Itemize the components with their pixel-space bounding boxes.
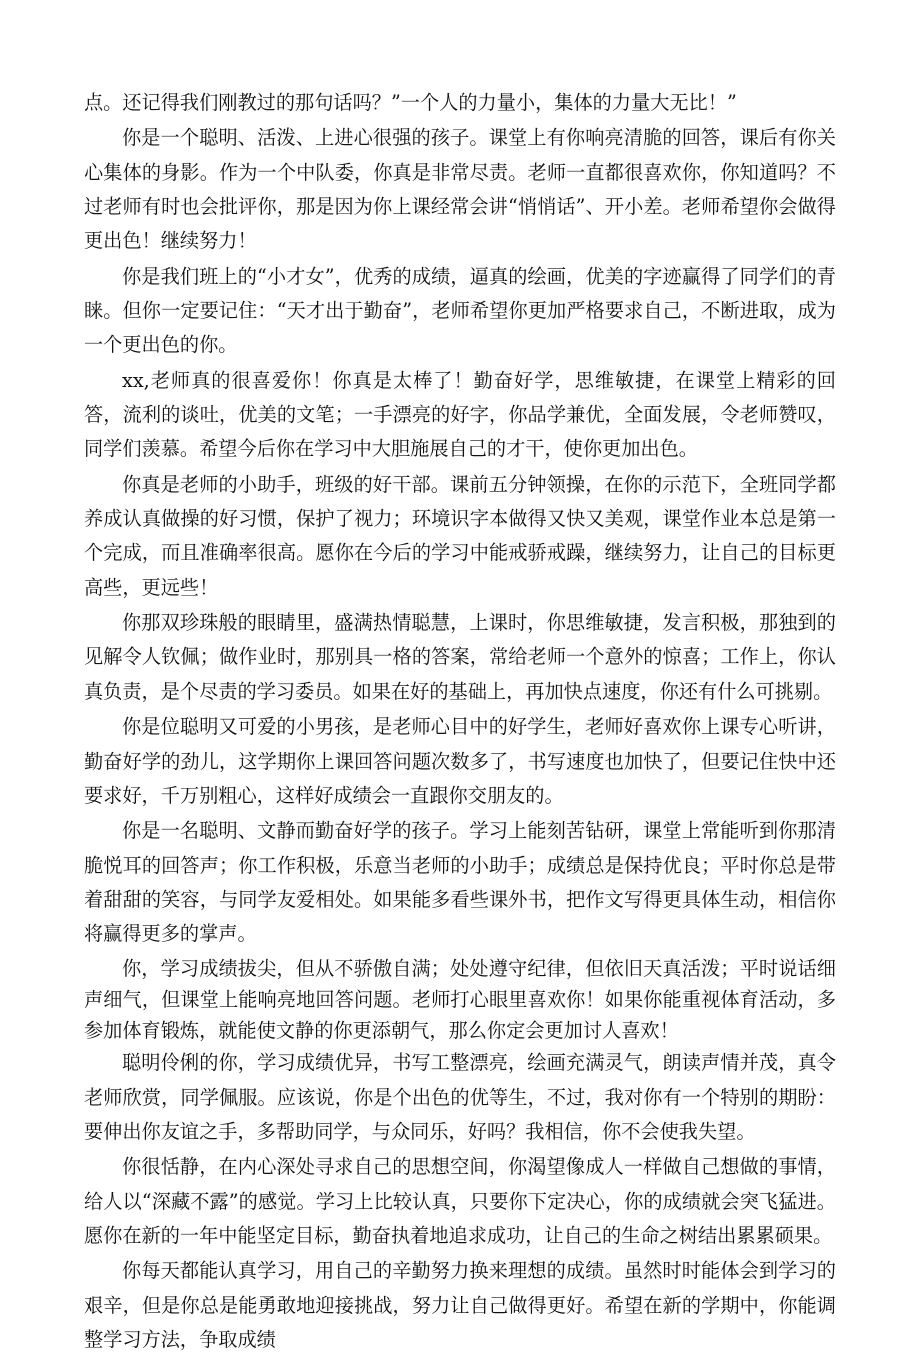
comment-paragraph: 你，学习成绩拔尖，但从不骄傲自满；处处遵守纪律，但依旧天真活泼；平时说话细声细气，但课堂上能响亮地回答问题。老师打心眼里喜欢你！如果你能重视体育活动，多参加体育锻炼，就能使文静的你更添朝气，那么你定会更加讨人喜欢！ bbox=[84, 956, 836, 1042]
comment-paragraph: 你那双珍珠般的眼睛里，盛满热情聪慧，上课时，你思维敏捷，发言积极，那独到的见解令人钦佩；做作业时，那别具一格的答案，常给老师一个意外的惊喜；工作上，你认真负责，是个尽责的学习委员。如果在好的基础上，再加快点速度，你还有什么可挑剔。 bbox=[84, 611, 836, 703]
comment-paragraph: 你是一个聪明、活泼、上进心很强的孩子。课堂上有你响亮清脆的回答，课后有你关心集体的身影。作为一个中队委，你真是非常尽责。老师一直都很喜欢你，你知道吗？不过老师有时也会批评你，那是因为你上课经常会讲“悄悄话”、开小差。老师希望你会做得更出色！继续努力！ bbox=[84, 126, 836, 253]
comment-paragraph: 你每天都能认真学习，用自己的辛勤努力换来理想的成绩。虽然时时能体会到学习的艰辛，但是你总是能勇敢地迎接挑战，努力让自己做得更好。希望在新的学期中，你能调整学习方法，争取成绩 bbox=[84, 1259, 836, 1352]
comment-paragraph: 你是位聪明又可爱的小男孩，是老师心目中的好学生，老师好喜欢你上课专心听讲，勤奋好学的劲儿，这学期你上课回答问题次数多了，书写速度也加快了，但要记住快中还要求好，千万别粗心，这样好成绩会一直跟你交朋友的。 bbox=[84, 715, 836, 807]
paragraph-continuation: 点。还记得我们刚教过的那句话吗？”一个人的力量小，集体的力量大无比！” bbox=[84, 91, 737, 114]
comment-paragraph: 你真是老师的小助手，班级的好干部。课前五分钟领操，在你的示范下，全班同学都养成认真做操的好习惯，保护了视力；环境识字本做得又快又美观，课堂作业本总是第一个完成，而且准确率很高。愿你在今后的学习中能戒骄戒躁，继续努力，让自己的目标更高些，更远些！ bbox=[84, 472, 836, 599]
comment-paragraph: 你很恬静，在内心深处寻求自己的思想空间，你渴望像成人一样做自己想做的事情，给人以“深藏不露”的感觉。学习上比较认真，只要你下定决心，你的成绩就会突飞猛进。愿你在新的一年中能坚定目标，勤奋执着地追求成功，让自己的生命之树结出累累硕果。 bbox=[84, 1155, 836, 1248]
comment-paragraph: 你是我们班上的“小才女”，优秀的成绩，逼真的绘画，优美的字迹赢得了同学们的青睐。但你一定要记住：“天才出于勤奋”，老师希望你更加严格要求自己，不断进取，成为一个更出色的你。 bbox=[84, 264, 836, 357]
comment-paragraph: 你是一名聪明、文静而勤奋好学的孩子。学习上能刻苦钻研，课堂上常能听到你那清脆悦耳的回答声；你工作积极，乐意当老师的小助手；成绩总是保持优良；平时你总是带着甜甜的笑容，与同学友爱相处。如果能多看些课外书，把作文写得更具体生动，相信你将赢得更多的掌声。 bbox=[84, 819, 836, 946]
comment-paragraph: 聪明伶俐的你，学习成绩优异，书写工整漂亮，绘画充满灵气，朗读声情并茂，真令老师欣赏，同学佩服。应该说，你是个出色的优等生，不过，我对你有一个特别的期盼：要伸出你友谊之手，多帮助同学，与众同乐，好吗？我相信，你不会使我失望。 bbox=[84, 1051, 836, 1144]
document-body bbox=[84, 86, 836, 1358]
comment-paragraph: xx,老师真的很喜爱你！你真是太棒了！勤奋好学，思维敏捷，在课堂上精彩的回答，流利的谈吐，优美的文笔；一手漂亮的好字，你品学兼优，全面发展，令老师赞叹，同学们羡慕。希望今后你在学习中大胆施展自己的才干，使你更加出色。 bbox=[84, 368, 836, 461]
